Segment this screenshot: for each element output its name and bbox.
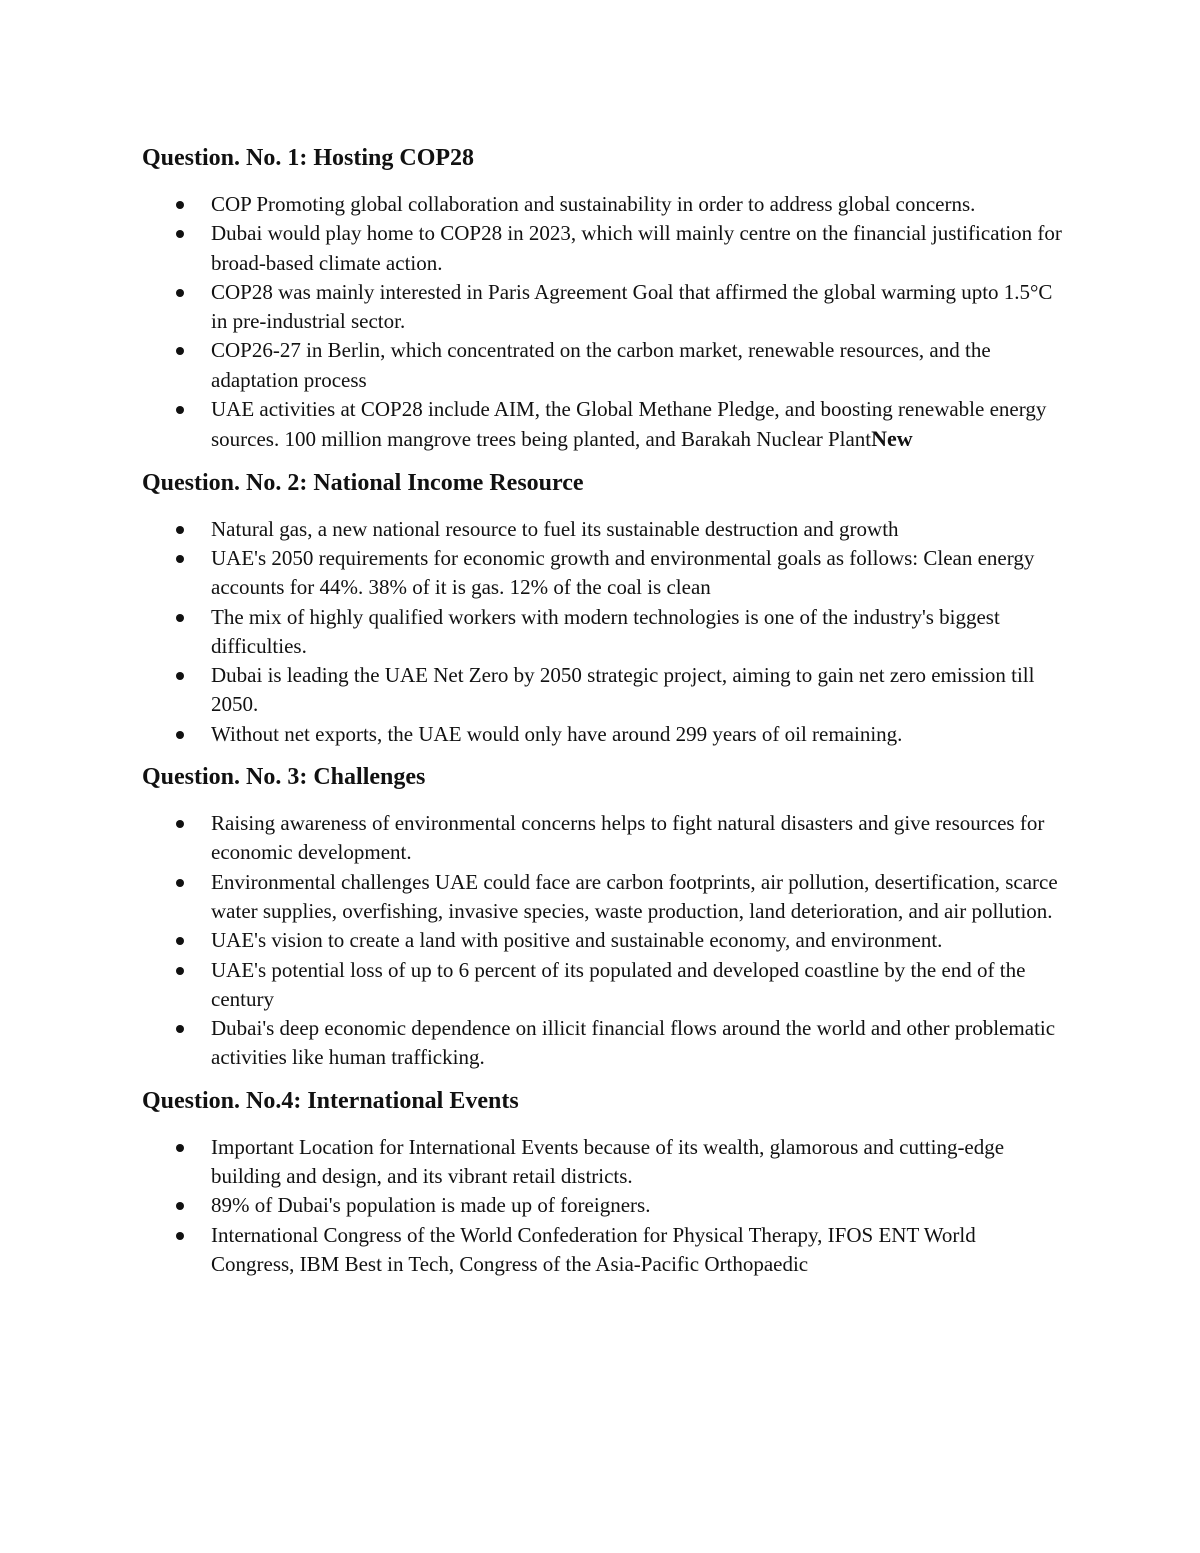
bullet-icon — [176, 1202, 184, 1210]
list-item-text: UAE's 2050 requirements for economic growth and environmental goals as follows: Clean energy accounts for 44%. 38% of it is gas. 12% of the coal is clean — [211, 545, 1035, 600]
section-heading: Question. No.4: International Events — [142, 1087, 519, 1114]
list-item — [142, 190, 1062, 219]
document-body — [142, 140, 1062, 1279]
bullet-icon — [176, 937, 184, 945]
bullet-icon — [176, 289, 184, 297]
list-item-text: COP26-27 in Berlin, which concentrated on the carbon market, renewable resources, and the adaptation process — [211, 338, 991, 392]
section-national-income — [142, 465, 1062, 749]
bullet-list — [142, 515, 1062, 749]
section-international-events — [142, 1083, 1062, 1279]
list-item-text: COP Promoting global collaboration and sustainability in order to address global concerns. — [211, 192, 976, 216]
bullet-icon — [176, 672, 184, 680]
section-challenges — [142, 759, 1062, 1073]
bold-suffix: New — [871, 426, 913, 452]
list-item-text: UAE's potential loss of up to 6 percent of its populated and developed coastline by the end of the century — [211, 957, 1026, 1011]
list-item — [142, 219, 1062, 278]
bullet-list — [142, 809, 1062, 1073]
bullet-icon — [176, 967, 184, 975]
list-item — [142, 395, 1062, 455]
list-item-text: International Congress of the World Confederation for Physical Therapy, IFOS ENT World Congress, IBM Best in Tech, Congress of the Asia-Pacific Orthopaedic — [211, 1222, 976, 1276]
bullet-icon — [176, 614, 184, 622]
list-item-text: Dubai is leading the UAE Net Zero by 2050 strategic project, aiming to gain net zero emission till 2050. — [211, 663, 1035, 717]
list-item — [142, 661, 1062, 720]
list-item-text: Dubai would play home to COP28 in 2023, which will mainly centre on the financial justification for broad-based climate action. — [211, 221, 1062, 275]
list-item — [142, 278, 1062, 337]
bullet-icon — [176, 230, 184, 238]
bullet-icon — [176, 201, 184, 209]
bullet-icon — [176, 879, 184, 887]
list-item — [142, 1221, 1062, 1280]
list-item — [142, 1191, 1062, 1220]
section-heading: Question. No. 2: National Income Resource — [142, 469, 584, 496]
bullet-icon — [176, 555, 184, 563]
list-item-text: UAE's vision to create a land with positive and sustainable economy, and environment. — [211, 928, 943, 953]
list-item — [142, 720, 1062, 749]
list-item-text: Environmental challenges UAE could face are carbon footprints, air pollution, desertification, scarce water supplies, overfishing, invasive species, waste production, land deterioration, and air pollution. — [211, 869, 1058, 923]
bullet-icon — [176, 731, 184, 739]
list-item-text: UAE activities at COP28 include AIM, the Global Methane Pledge, and boosting renewable energy sources. 100 million mangrove trees being planted, and Barakah Nuclear Plant — [211, 397, 1047, 452]
list-item — [142, 926, 1062, 955]
bullet-icon — [176, 820, 184, 828]
list-item — [142, 544, 1062, 603]
section-heading: Question. No. 1: Hosting COP28 — [142, 145, 475, 171]
list-item — [142, 1133, 1062, 1192]
list-item-text: COP28 was mainly interested in Paris Agreement Goal that affirmed the global warming upto 1.5°C in pre-industrial sector. — [211, 279, 1053, 334]
list-item — [142, 603, 1062, 662]
list-item-text: Natural gas, a new national resource to fuel its sustainable destruction and growth — [211, 516, 899, 541]
bullet-icon — [176, 1025, 184, 1033]
list-item — [142, 515, 1062, 544]
list-item — [142, 868, 1062, 927]
bullet-icon — [176, 1232, 184, 1240]
section-hosting-cop28 — [142, 140, 1062, 455]
section-heading: Question. No. 3: Challenges — [142, 764, 426, 791]
list-item-text: Raising awareness of environmental concerns helps to fight natural disasters and give resources for economic development. — [211, 811, 1045, 865]
bullet-icon — [176, 1144, 184, 1152]
bullet-icon — [176, 347, 184, 355]
list-item-text: Without net exports, the UAE would only have around 299 years of oil remaining. — [211, 721, 903, 746]
list-item-text: Dubai's deep economic dependence on illicit financial flows around the world and other problematic activities like human trafficking. — [211, 1016, 1056, 1070]
list-item — [142, 1014, 1062, 1073]
list-item — [142, 956, 1062, 1015]
list-item — [142, 809, 1062, 868]
bullet-list — [142, 1133, 1062, 1279]
bullet-icon — [176, 526, 184, 534]
list-item — [142, 336, 1062, 395]
bullet-icon — [176, 406, 184, 414]
list-item-text: Important Location for International Events because of its wealth, glamorous and cutting-edge building and design, and its vibrant retail districts. — [211, 1134, 1005, 1189]
list-item-text: 89% of Dubai's population is made up of foreigners. — [211, 1193, 651, 1218]
list-item-text: The mix of highly qualified workers with modern technologies is one of the industry's biggest difficulties. — [211, 604, 1000, 658]
bullet-list — [142, 190, 1062, 455]
